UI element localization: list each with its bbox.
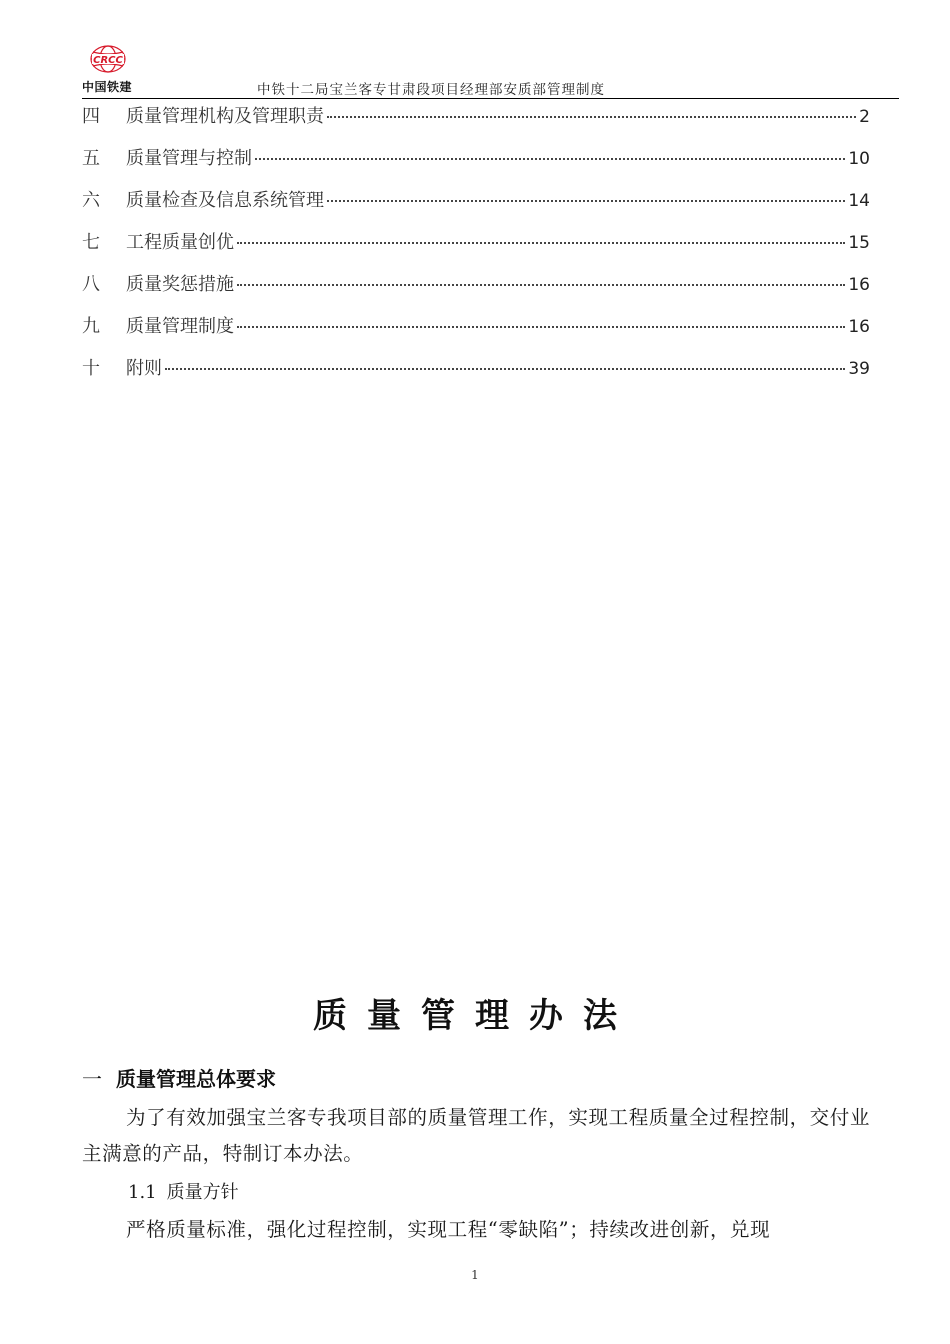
toc-entry-label: 质量奖惩措施	[126, 274, 234, 295]
toc-entry[interactable]	[82, 144, 870, 186]
toc-entry-page: 2	[859, 107, 870, 127]
subsection-number: 1.1	[128, 1182, 157, 1203]
toc-entry-number: 九	[82, 316, 100, 337]
toc-dot-leader	[327, 200, 845, 202]
logo-mark-text: CRCC	[93, 55, 123, 66]
toc-entry[interactable]	[82, 270, 870, 312]
toc-dot-leader	[237, 242, 845, 244]
toc-entry-number: 八	[82, 274, 100, 295]
toc-entry-number: 四	[82, 106, 100, 127]
toc-entry-label: 质量管理机构及管理职责	[126, 106, 324, 127]
toc-dot-leader	[165, 368, 845, 370]
toc-entry-label: 质量检查及信息系统管理	[126, 190, 324, 211]
toc-entry-number: 十	[82, 358, 100, 379]
crcc-logo-icon	[86, 40, 130, 80]
toc-entry-label: 附则	[126, 358, 162, 379]
toc-dot-leader	[237, 284, 845, 286]
toc-entry[interactable]	[82, 354, 870, 396]
toc-entry-page: 16	[848, 275, 870, 295]
toc-entry-page: 16	[848, 317, 870, 337]
toc-entry[interactable]	[82, 102, 870, 144]
section-title: 质量管理总体要求	[116, 1067, 276, 1091]
subsection-title: 质量方针	[166, 1182, 239, 1203]
toc-entry-page: 15	[848, 233, 870, 253]
toc-entry-number: 七	[82, 232, 100, 253]
logo-text: 中国铁建	[82, 80, 133, 94]
toc-entry[interactable]	[82, 312, 870, 354]
subsection-paragraph: 严格质量标准，强化过程控制，实现工程“零缺陷”；持续改进创新，兑现	[126, 1218, 771, 1241]
section-heading	[82, 1063, 276, 1092]
toc-entry-page: 14	[848, 191, 870, 211]
toc-entry-label: 质量管理制度	[126, 316, 234, 337]
toc-entry-page: 10	[848, 149, 870, 169]
toc-entry-number: 六	[82, 190, 100, 211]
section-paragraph: 为了有效加强宝兰客专我项目部的质量管理工作，实现工程质量全过程控制，交付业主满意的产品，特制订本办法。	[82, 1106, 870, 1165]
header-title: 中铁十二局宝兰客专甘肃段项目经理部安质部管理制度	[257, 82, 605, 98]
toc-dot-leader	[327, 116, 856, 118]
table-of-contents	[82, 102, 870, 396]
toc-dot-leader	[255, 158, 845, 160]
toc-entry-number: 五	[82, 148, 100, 169]
toc-entry[interactable]	[82, 186, 870, 228]
toc-dot-leader	[237, 326, 845, 328]
toc-entry-page: 39	[848, 359, 870, 379]
toc-entry-label: 工程质量创优	[126, 232, 234, 253]
toc-entry[interactable]	[82, 228, 870, 270]
subsection-heading	[128, 1178, 239, 1204]
page-number: 1	[471, 1268, 479, 1282]
section-number: 一	[82, 1067, 102, 1091]
document-title: 质量管理办法	[313, 996, 637, 1036]
page-header	[82, 40, 899, 99]
toc-entry-label: 质量管理与控制	[126, 148, 252, 169]
